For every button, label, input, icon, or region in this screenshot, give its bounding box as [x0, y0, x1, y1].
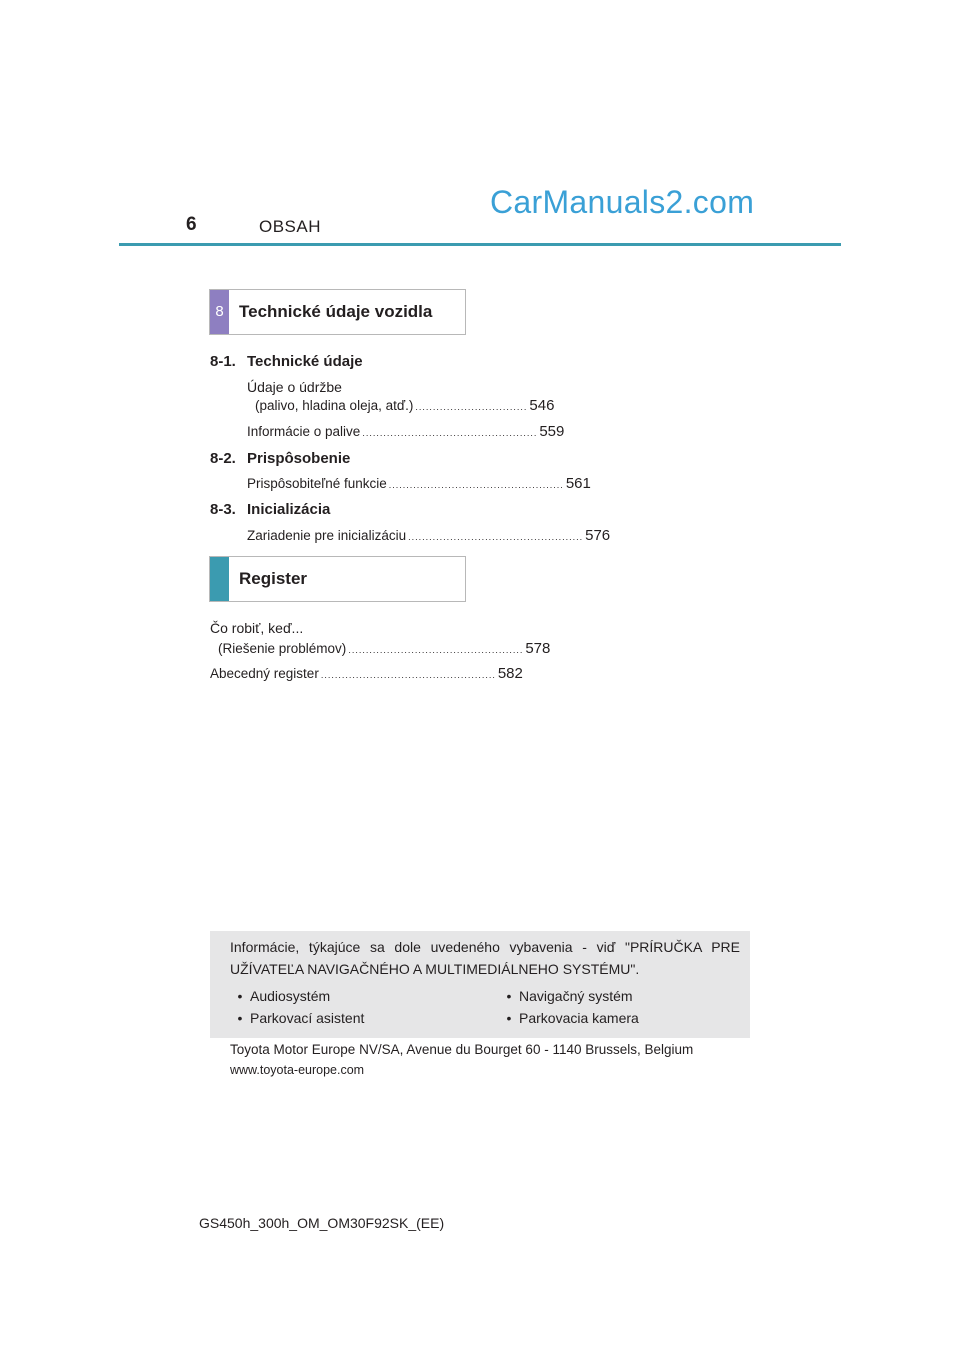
toc-entry-initialization[interactable] [247, 527, 611, 544]
list-item-label: Parkovací asistent [250, 1010, 365, 1026]
bullet-icon: • [237, 988, 243, 1004]
register-heading [209, 556, 466, 602]
list-item [499, 1010, 639, 1026]
info-box-text: Informácie, týkajúce sa dole uvedeného vybavenia - viď "PRÍRUČKA PRE UŽÍVATEĽA NAVIGAČNÉHO A MULTIMEDIÁLNEHO SYSTÉMU". [230, 939, 740, 977]
toc-page-number: 576 [585, 527, 611, 544]
toc-entry-label: Prispôsobiteľné funkcie [247, 476, 387, 491]
section-8-tab-number: 8 [215, 303, 224, 320]
chapter-number: 8-1. [210, 353, 236, 370]
chapter-title: Prispôsobenie [247, 450, 351, 467]
toc-entry-troubleshooting[interactable] [218, 640, 551, 657]
info-box [210, 931, 750, 1038]
list-item-label: Parkovacia kamera [519, 1010, 639, 1026]
list-item-label: Audiosystém [250, 988, 331, 1004]
list-item [230, 1010, 364, 1026]
toc-page-number: 559 [539, 423, 565, 440]
chapter-number: 8-3. [210, 501, 236, 518]
dot-leader: ................................ [415, 402, 528, 412]
chapter-8-2-heading [210, 450, 350, 467]
toc-entry-label: Informácie o palive [247, 424, 361, 439]
bullet-icon: • [506, 988, 512, 1004]
list-item [230, 988, 330, 1004]
publisher-address: Toyota Motor Europe NV/SA, Avenue du Bourget 60 - 1140 Brussels, Belgium [230, 1042, 694, 1057]
dot-leader: .................................................. [388, 480, 564, 490]
page-number: 6 [186, 214, 197, 235]
dot-leader: .................................................. [362, 428, 538, 438]
watermark-logo: CarManuals2.com [490, 184, 755, 220]
toc-page-number: 578 [525, 640, 551, 657]
toc-entry-label: Čo robiť, keď... [210, 620, 304, 636]
section-8-title: Technické údaje vozidla [239, 302, 433, 321]
dot-leader: .................................................. [348, 645, 524, 655]
list-item-label: Navigačný systém [519, 988, 633, 1004]
toc-page-number: 546 [529, 397, 555, 414]
chapter-title: Technické údaje [247, 353, 363, 370]
toc-entry-label: (palivo, hladina oleja, atď.) [255, 398, 414, 413]
chapter-number: 8-2. [210, 450, 236, 467]
header-rule [119, 243, 841, 246]
toc-entry-label: (Riešenie problémov) [218, 641, 347, 656]
document-id: GS450h_300h_OM_OM30F92SK_(EE) [199, 1215, 445, 1231]
section-8-heading [209, 289, 466, 335]
bullet-icon: • [237, 1010, 243, 1026]
chapter-title: Inicializácia [247, 501, 331, 518]
list-item [499, 988, 633, 1004]
dot-leader: .................................................. [408, 532, 584, 542]
bullet-icon: • [506, 1010, 512, 1026]
toc-entry-label: Abecedný register [210, 666, 319, 681]
chapter-8-3-heading [210, 501, 330, 518]
page-header-title: OBSAH [259, 217, 322, 236]
dot-leader: .................................................. [320, 670, 496, 680]
toc-entry-customization[interactable] [247, 475, 591, 492]
toc-entry-maintenance[interactable] [255, 397, 555, 414]
toc-page-number: 561 [565, 475, 591, 492]
toc-entry-fuel-info[interactable] [247, 423, 565, 440]
toc-entry-label: Zariadenie pre inicializáciu [247, 528, 407, 543]
publisher-url: www.toyota-europe.com [230, 1063, 365, 1077]
register-tab [210, 557, 229, 601]
chapter-8-1-heading [210, 353, 363, 370]
toc-entry-alphabetical-index[interactable] [210, 665, 523, 682]
register-title: Register [239, 569, 308, 588]
toc-page-number: 582 [497, 665, 523, 682]
toc-entry-label: Údaje o údržbe [247, 379, 342, 395]
